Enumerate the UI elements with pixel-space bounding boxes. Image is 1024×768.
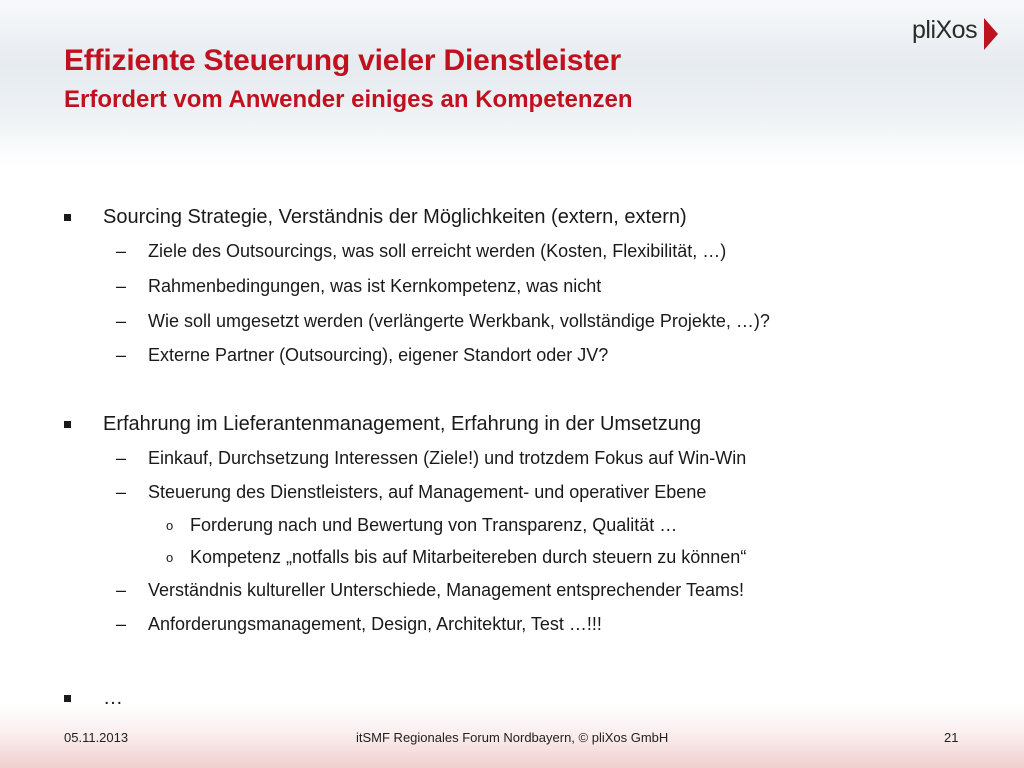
dash-bullet-icon: – xyxy=(116,580,127,600)
dash-bullet-icon: – xyxy=(116,276,127,296)
bullet-text: Einkauf, Durchsetzung Interessen (Ziele!) und trotzdem Fokus auf Win-Win xyxy=(148,448,747,468)
slide-title: Effiziente Steuerung vieler Dienstleister xyxy=(64,44,621,77)
dash-bullet-icon: – xyxy=(116,614,127,634)
dash-bullet-icon: – xyxy=(116,241,127,261)
square-bullet-icon xyxy=(64,695,71,702)
dash-bullet-icon: – xyxy=(116,345,127,365)
bullet-text: Anforderungsmanagement, Design, Architektur, Test …!!! xyxy=(148,614,602,634)
square-bullet-icon xyxy=(64,214,71,221)
bullet-text: Ziele des Outsourcings, was soll erreicht werden (Kosten, Flexibilität, …) xyxy=(148,241,727,261)
footer-copyright: itSMF Regionales Forum Nordbayern, © pliXos GmbH xyxy=(356,730,669,745)
dash-bullet-icon: – xyxy=(116,311,127,331)
page-number: 21 xyxy=(944,730,959,745)
bullet-text: Sourcing Strategie, Verständnis der Möglichkeiten (extern, extern) xyxy=(103,206,687,228)
bullet-text: Rahmenbedingungen, was ist Kernkompetenz, was nicht xyxy=(148,276,602,296)
bullet-text: … xyxy=(103,687,123,709)
logo-text: pliXos xyxy=(912,16,978,44)
footer-date: 05.11.2013 xyxy=(64,730,129,745)
bullet-text: Forderung nach und Bewertung von Transparenz, Qualität … xyxy=(190,515,678,535)
circle-bullet-icon: o xyxy=(166,550,174,565)
bullet-text: Verständnis kultureller Unterschiede, Management entsprechender Teams! xyxy=(148,580,744,600)
bullet-text: Externe Partner (Outsourcing), eigener Standort oder JV? xyxy=(148,345,609,365)
slide-subtitle: Erfordert vom Anwender einiges an Kompetenzen xyxy=(64,86,633,113)
bullet-text: Kompetenz „notfalls bis auf Mitarbeitereben durch steuern zu können“ xyxy=(190,547,747,567)
square-bullet-icon xyxy=(64,421,71,428)
dash-bullet-icon: – xyxy=(116,482,127,502)
bullet-text: Steuerung des Dienstleisters, auf Management- und operativer Ebene xyxy=(148,482,707,502)
bullet-text: Wie soll umgesetzt werden (verlängerte Werkbank, vollständige Projekte, …)? xyxy=(148,311,770,331)
bullet-text: Erfahrung im Lieferantenmanagement, Erfahrung in der Umsetzung xyxy=(103,413,702,435)
circle-bullet-icon: o xyxy=(166,518,174,533)
dash-bullet-icon: – xyxy=(116,448,127,468)
